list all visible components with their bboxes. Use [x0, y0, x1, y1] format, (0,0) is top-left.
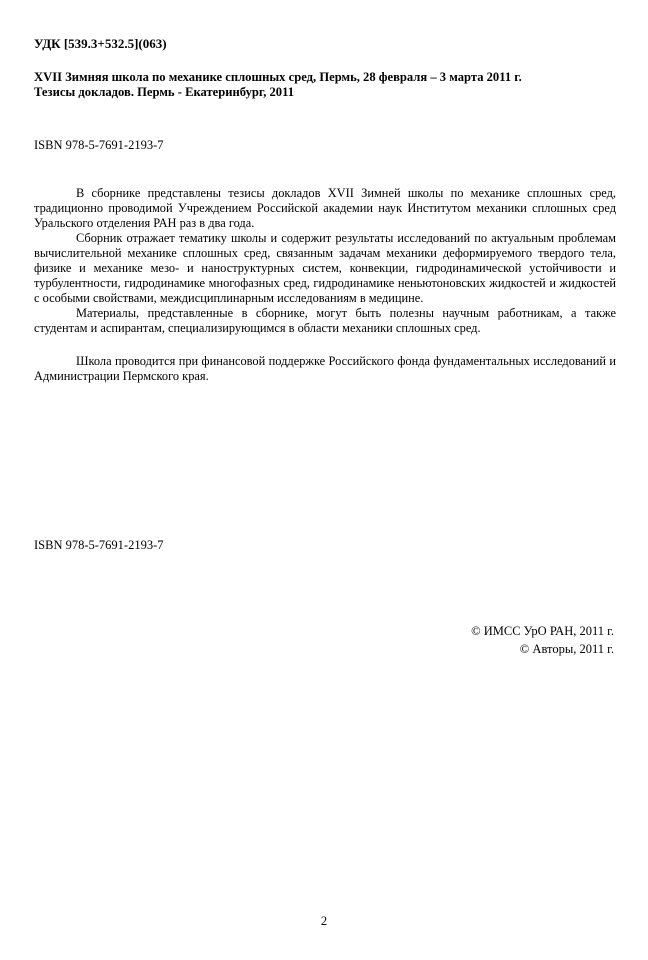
annotation-text: [34, 186, 616, 384]
copyright-authors: © Авторы, 2011 г.: [519, 642, 614, 656]
copyright-block: [471, 622, 614, 658]
isbn-bottom: ISBN 978-5-7691-2193-7: [34, 538, 164, 552]
title-line-1: XVII Зимняя школа по механике сплошных сред, Пермь, 28 февраля – 3 марта 2011 г.: [34, 70, 522, 84]
paragraph-collection-description: В сборнике представлены тезисы докладов XVII Зимней школы по механике сплошных сред, традиционно проводимой Учреждением Российской академии наук Институтом механики сплошных сред Уральского отделения РАН раз в два года.: [34, 186, 616, 230]
title-line-2: Тезисы докладов. Пермь - Екатеринбург, 2011: [34, 85, 294, 99]
copyright-institute: © ИМСС УрО РАН, 2011 г.: [471, 624, 614, 638]
page-number: 2: [320, 914, 328, 928]
paragraph-topics: Сборник отражает тематику школы и содержит результаты исследований по актуальным проблемам вычислительной механике сплошных сред, связанным задачам механики деформируемого твердого тела, физике и механике мезо- и наноструктурных систем, конвекции, гидродинамической устойчивости и турбулентности, гидродинамике многофазных сред, гидродинамике неньютоновских жидкостей и жидкостей с особыми свойствами, междисциплинарным исследованиям в медицине.: [34, 231, 616, 305]
udk-code: УДК [539.3+532.5](063): [34, 36, 167, 51]
paragraph-audience: Материалы, представленные в сборнике, могут быть полезны научным работникам, а также студентам и аспирантам, специализирующимся в области механики сплошных сред.: [34, 306, 616, 335]
isbn-top: ISBN 978-5-7691-2193-7: [34, 138, 164, 152]
paragraph-funding: Школа проводится при финансовой поддержке Российского фонда фундаментальных исследований и Администрации Пермского края.: [34, 354, 616, 383]
publication-title: [34, 70, 624, 100]
